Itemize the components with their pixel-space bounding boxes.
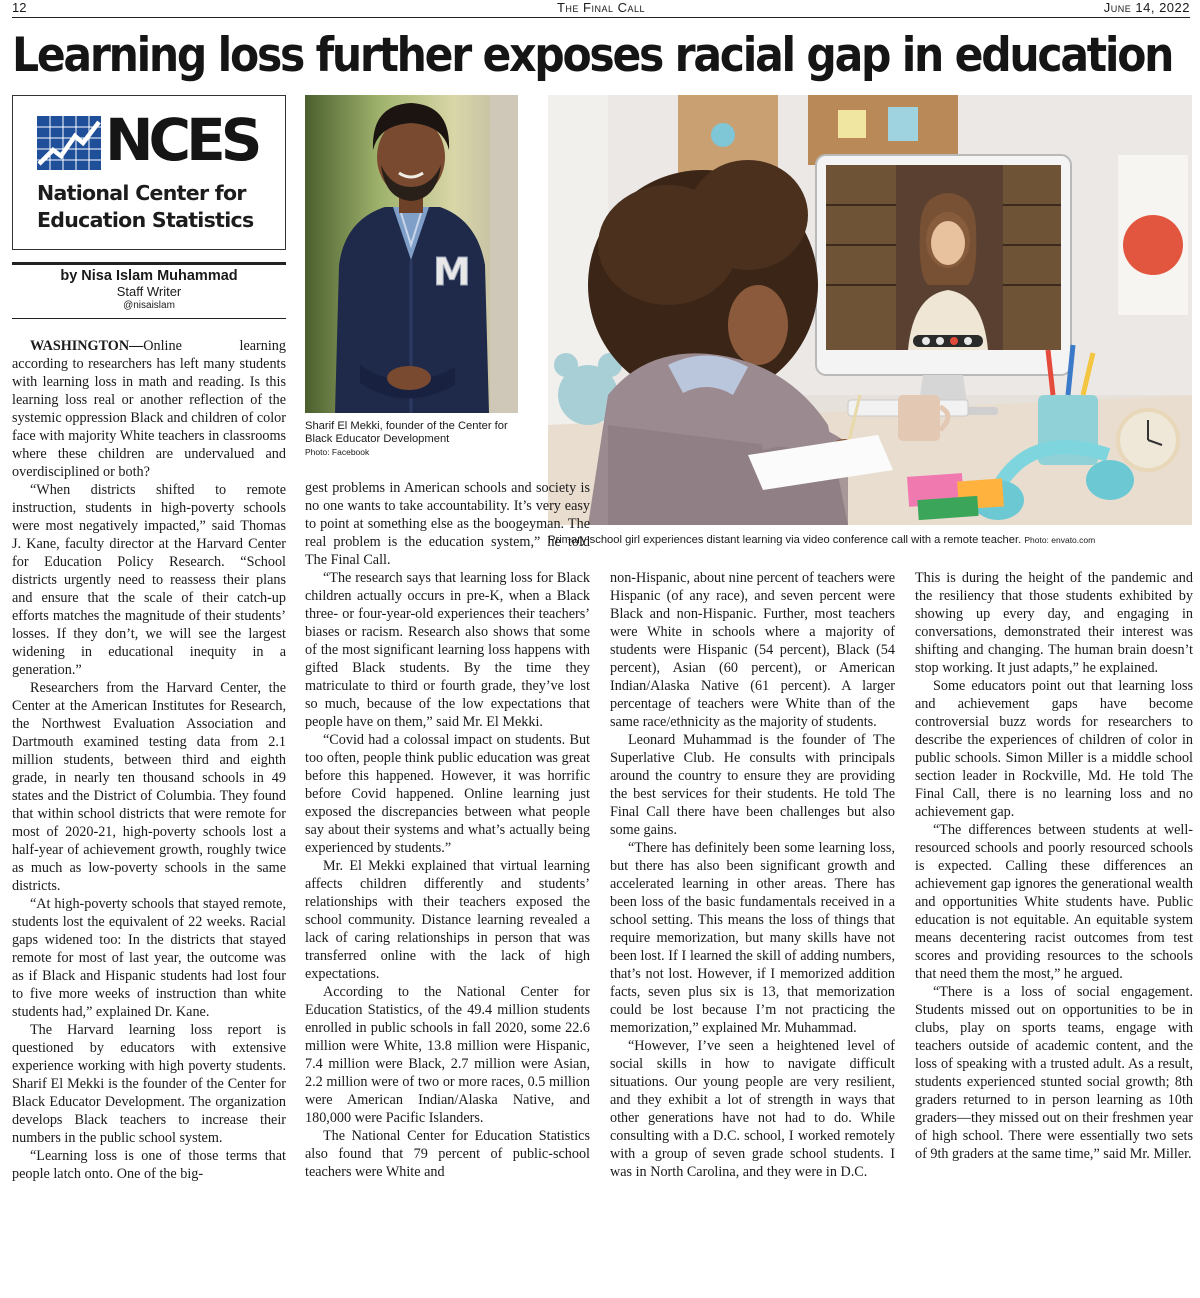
photo-sharif-el-mekki: [305, 95, 518, 413]
svg-text:M: M: [433, 250, 471, 294]
article-paragraph: “Covid had a colossal impact on students. But too often, people think public education was great before this happened. However, it was horrific before Covid happened. Online learning just exposed the discrepancies between what people say about their systems and what’s actually being experienced by students.”: [305, 732, 590, 856]
article-paragraph: Leonard Muhammad is the founder of The Superlative Club. He consults with principals around the country to ensure they are providing the best services for their students. He told The Final Call there have been challenges but also some gains.: [610, 732, 895, 838]
article-paragraph: “At high-poverty schools that stayed remote, students lost the equivalent of 22 weeks. Racial gaps widened too: In the districts that stayed remote for most of last year, the outcome was as if Black and Hispanic students had lost four to five more weeks of instruction than white students had,” explained Dr. Kane.: [12, 896, 286, 1020]
byline-handle: @nisaislam: [123, 300, 175, 311]
byline-author: by Nisa Islam Muhammad: [60, 268, 238, 284]
article-paragraph: “However, I’ve seen a heightened level of social skills in how to navigate difficult situations. Our young people are very resilient, and they exhibit a lot of strength in ways that other generations have not had to do. While consulting with a D.C. school, I worked remotely with a group of seven grade school students. I was in North Carolina, and they were in D.C.: [610, 1038, 895, 1180]
article-paragraph: “When districts shifted to remote instruction, students in high-poverty schools were most negatively impacted,” said Thomas J. Kane, faculty director at the Harvard Center for Education Policy Research. “School districts urgently need to reassess their plans and ensure that the scale of their catch-up efforts matches the magnitude of their students’ losses. If they don’t, we will see the largest widening in educational inequity in a generation.”: [12, 482, 286, 678]
article-paragraph: “The differences between students at well-resourced schools and poorly resourced schools is expected. Calling these differences an achievement gap ignores the generational wealth and opportunities White students have. Public education is not equitable. An equitable system means decentering racist outcomes from test scores and providing resources to the schools that need them the most,” he argued.: [915, 822, 1193, 982]
photo2-credit: Photo: envato.com: [1024, 535, 1096, 545]
article-paragraph: gest problems in American schools and society is no one wants to take accountability. It’s very easy to point at something else as the boogeyman. The real problem is the education system,” he told The Final Call.: [305, 480, 590, 568]
article-paragraph: According to the National Center for Education Statistics, of the 49.4 million students enrolled in public schools in fall 2020, some 22.6 million were White, 13.8 million were Hispanic, 7.4 million were Black, 2.7 million were Asian, 2.2 million were of two or more races, 0.5 million were American Indian/Alaska Native, and 180,000 were Pacific Islanders.: [305, 984, 590, 1126]
article-paragraph: This is during the height of the pandemic and the resiliency that those students exhibited by showing up every day, and engaging in conversations, demonstrated their interest was shifting and changing. The human brain doesn’t stop working. It just adapts,” he explained.: [915, 570, 1193, 676]
nces-chart-icon: [37, 116, 101, 170]
dateline: WASHINGTON—: [30, 338, 144, 354]
article-column-3: [610, 569, 895, 1181]
article-column-4: [915, 569, 1193, 1163]
article-paragraph: WASHINGTON—Online learning according to researchers has left many students with learning loss in math and reading. Is this learning loss real or another reflection of the systemic oppression Black and children of color face with majority White teachers in classrooms where these children are undervalued and overdisciplined or both?: [12, 338, 286, 480]
nces-logo: [12, 95, 286, 250]
article-paragraph: The National Center for Education Statistics also found that 79 percent of public-school teachers were White and: [305, 1128, 590, 1180]
article-paragraph: The Harvard learning loss report is questioned by educators with extensive experience working with high poverty students. Sharif El Mekki is the founder of the Center for Black Educator Development. The organization develops Black teachers to increase their numbers in the public school system.: [12, 1022, 286, 1146]
paper-name: The Final Call: [556, 0, 646, 15]
folio: [12, 0, 1190, 17]
article-paragraph: “Learning loss is one of those terms that people latch onto. One of the big-: [12, 1148, 286, 1182]
article-paragraph: non-Hispanic, about nine percent of teachers were Hispanic (of any race), and seven percent were Black and non-Hispanic. Further, most teachers were White in schools where a majority of students were Hispanic (54 percent), Black (54 percent), Asian (60 percent), or American Indian/Alaska Native (61 percent). A larger percentage of teachers were White than of the same race/ethnicity as the majority of students.: [610, 570, 895, 730]
byline: [12, 268, 286, 313]
article-paragraph: “There has definitely been some learning loss, but there has also been significant growth and accelerated learning in other areas. There has been loss of the basic fundamentals received in a school setting. This means the loss of things that require memorization, but many skills have not been lost. If I learned the skill of adding numbers, that’s not lost. However, if I memorized addition facts, seven plus six is 13, that memorization could be lost because I’m not practicing the memorization,” explained Mr. Muhammad.: [610, 840, 895, 1036]
article-paragraph: “There is a loss of social engagement. Students missed out on opportunities to be in clubs, play on sports teams, engage with teachers outside of academic content, and the loss of speaking with a trusted adult. As a result, students experienced stunted social growth; 8th graders returned to in person learning as 10th graders—they missed out on their freshmen year of high school. There were essentially two sets of 9th graders at the same time,” said Mr. Miller.: [915, 984, 1193, 1162]
logo-name-line1: National Center for: [37, 181, 246, 205]
logo-name-line2: Education Statistics: [37, 208, 254, 232]
article-paragraph: Researchers from the Harvard Center, the Center at the American Institutes for Research, the Northwest Evaluation Association and Dartmouth examined testing data from 2.1 million students, between third and eighth grade, in nearly ten thousand schools in 49 states and the District of Columbia. They found that within school districts that were remote for most of 2020-21, high-poverty schools lost a half-year of achievement growth, roughly twice as much as low-poverty schools in the same districts.: [12, 680, 286, 894]
issue-date: June 14, 2022: [1103, 0, 1190, 15]
article-column-2: [305, 479, 590, 1181]
page-number: 12: [12, 0, 27, 15]
article-paragraph: “The research says that learning loss for Black children actually occurs in pre-K, when a Black three- or four-year-old experiences their teachers’ biases or racism. Research also shows that some of the most significant learning loss happens with gifted Black students. By the time they matriculate to third or fourth grade, they’ve lost so much, because of the low expectations that people have on them,” said Mr. El Mekki.: [305, 570, 590, 730]
byline-role: Staff Writer: [116, 284, 182, 299]
byline-rule-bottom: [12, 318, 286, 319]
photo2-caption-block: [548, 534, 1196, 547]
logo-name: [37, 180, 254, 234]
photo1-caption-block: [305, 420, 530, 459]
article-column-1: [12, 337, 286, 1183]
photo1-caption: Sharif El Mekki, founder of the Center for Black Educator Development: [305, 420, 508, 445]
photo2-caption: Primary school girl experiences distant learning via video conference call with a remote teacher.: [548, 534, 1022, 546]
article-paragraph: Mr. El Mekki explained that virtual learning affects children differently and students’ relationships with their teachers exposed the school community. Distance learning revealed a lack of caring relationships in person that was transferred online with the lack of high expectations.: [305, 858, 590, 982]
headline: Learning loss further exposes racial gap in education: [12, 28, 1173, 83]
folio-rule: [12, 17, 1190, 18]
photo-remote-learning: [548, 95, 1192, 525]
article-paragraph: Some educators point out that learning loss and achievement gaps have become controversial buzz words for researchers to describe the experiences of children of color in public schools. Simon Miller is a middle school section leader in Rockville, Md. He told The Final Call, there is no learning loss and no achievement gap.: [915, 678, 1193, 820]
photo1-credit: Photo: Facebook: [305, 447, 370, 457]
byline-rule-top: [12, 262, 286, 265]
logo-acronym: NCES: [105, 106, 258, 174]
